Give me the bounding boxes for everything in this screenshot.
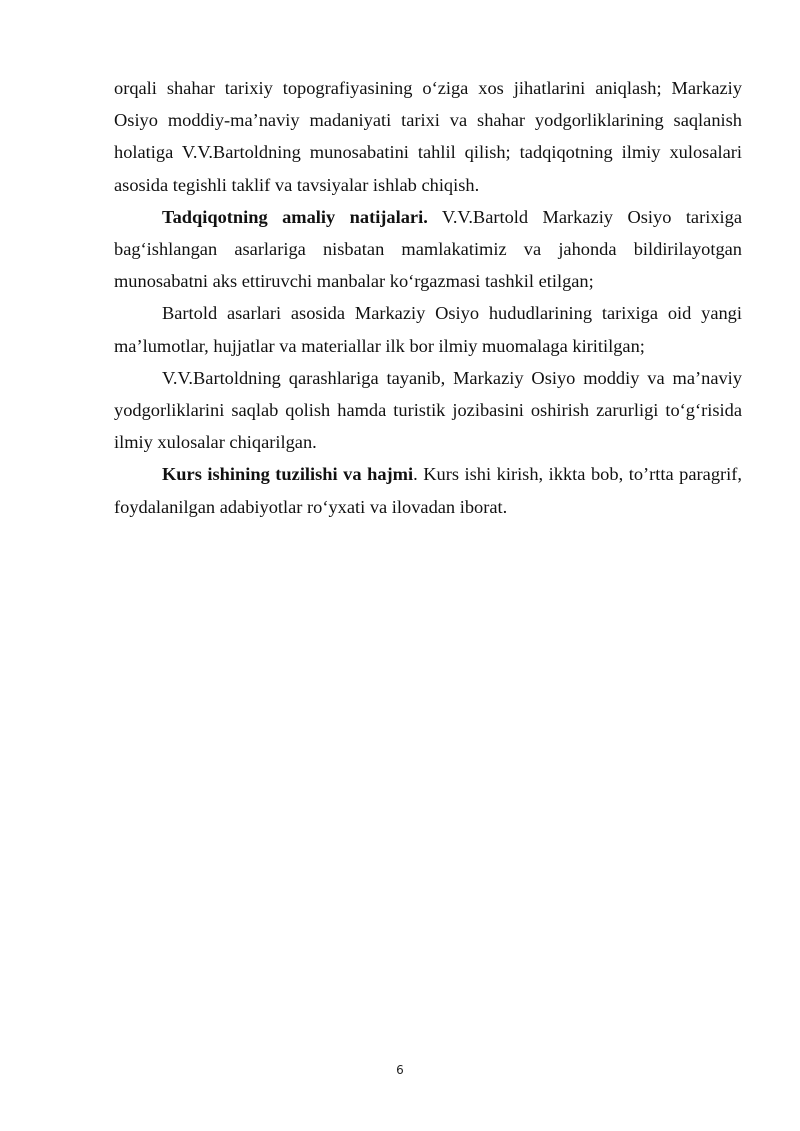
paragraph-text-structure: . Kurs ishi kirish, ikkta bob, to’rtta paragrif, foydalanilgan adabiyotlar ro‘yxati va ilovadan iborat.	[114, 464, 742, 517]
paragraph-text-practical-results: V.V.Bartold Markaziy Osiyo tarixiga bag‘ishlangan asarlariga nisbatan mamlakatimiz va jahonda bildirilayotgan munosabatni aks ettiruvchi manbalar ko‘rgazmasi tashkil etilgan;	[114, 206, 742, 292]
paragraph-structure	[114, 458, 742, 522]
paragraph-heading-practical-results: Tadqiqotning amaliy natijalari.	[162, 206, 428, 227]
paragraph-heading-structure: Kurs ishining tuzilishi va hajmi	[162, 464, 414, 485]
page-number: 6	[396, 1063, 404, 1077]
document-body	[114, 72, 742, 523]
paragraph-conclusions: V.V.Bartoldning qarashlariga tayanib, Markaziy Osiyo moddiy va ma’naviy yodgorliklarini saqlab qolish hamda turistik jozibasini oshirish zarurligi to‘g‘risida ilmiy xulosalar chiqarilgan.	[114, 367, 742, 453]
paragraph-new-materials: Bartold asarlari asosida Markaziy Osiyo hududlarining tarixiga oid yangi ma’lumotlar, hujjatlar va materiallar ilk bor ilmiy muomalaga kiritilgan;	[114, 303, 742, 356]
paragraph-continuation: orqali shahar tarixiy topografiyasining o‘ziga xos jihatlarini aniqlash; Markaziy Osiyo moddiy-ma’naviy madaniyati tarixi va shahar yodgorliklarining saqlanish holatiga V.V.Bartoldning munosabatini tahlil qilish; tadqiqotning ilmiy xulosalari asosida tegishli taklif va tavsiyalar ishlab chiqish.	[114, 78, 742, 195]
paragraph-practical-results	[114, 201, 742, 298]
